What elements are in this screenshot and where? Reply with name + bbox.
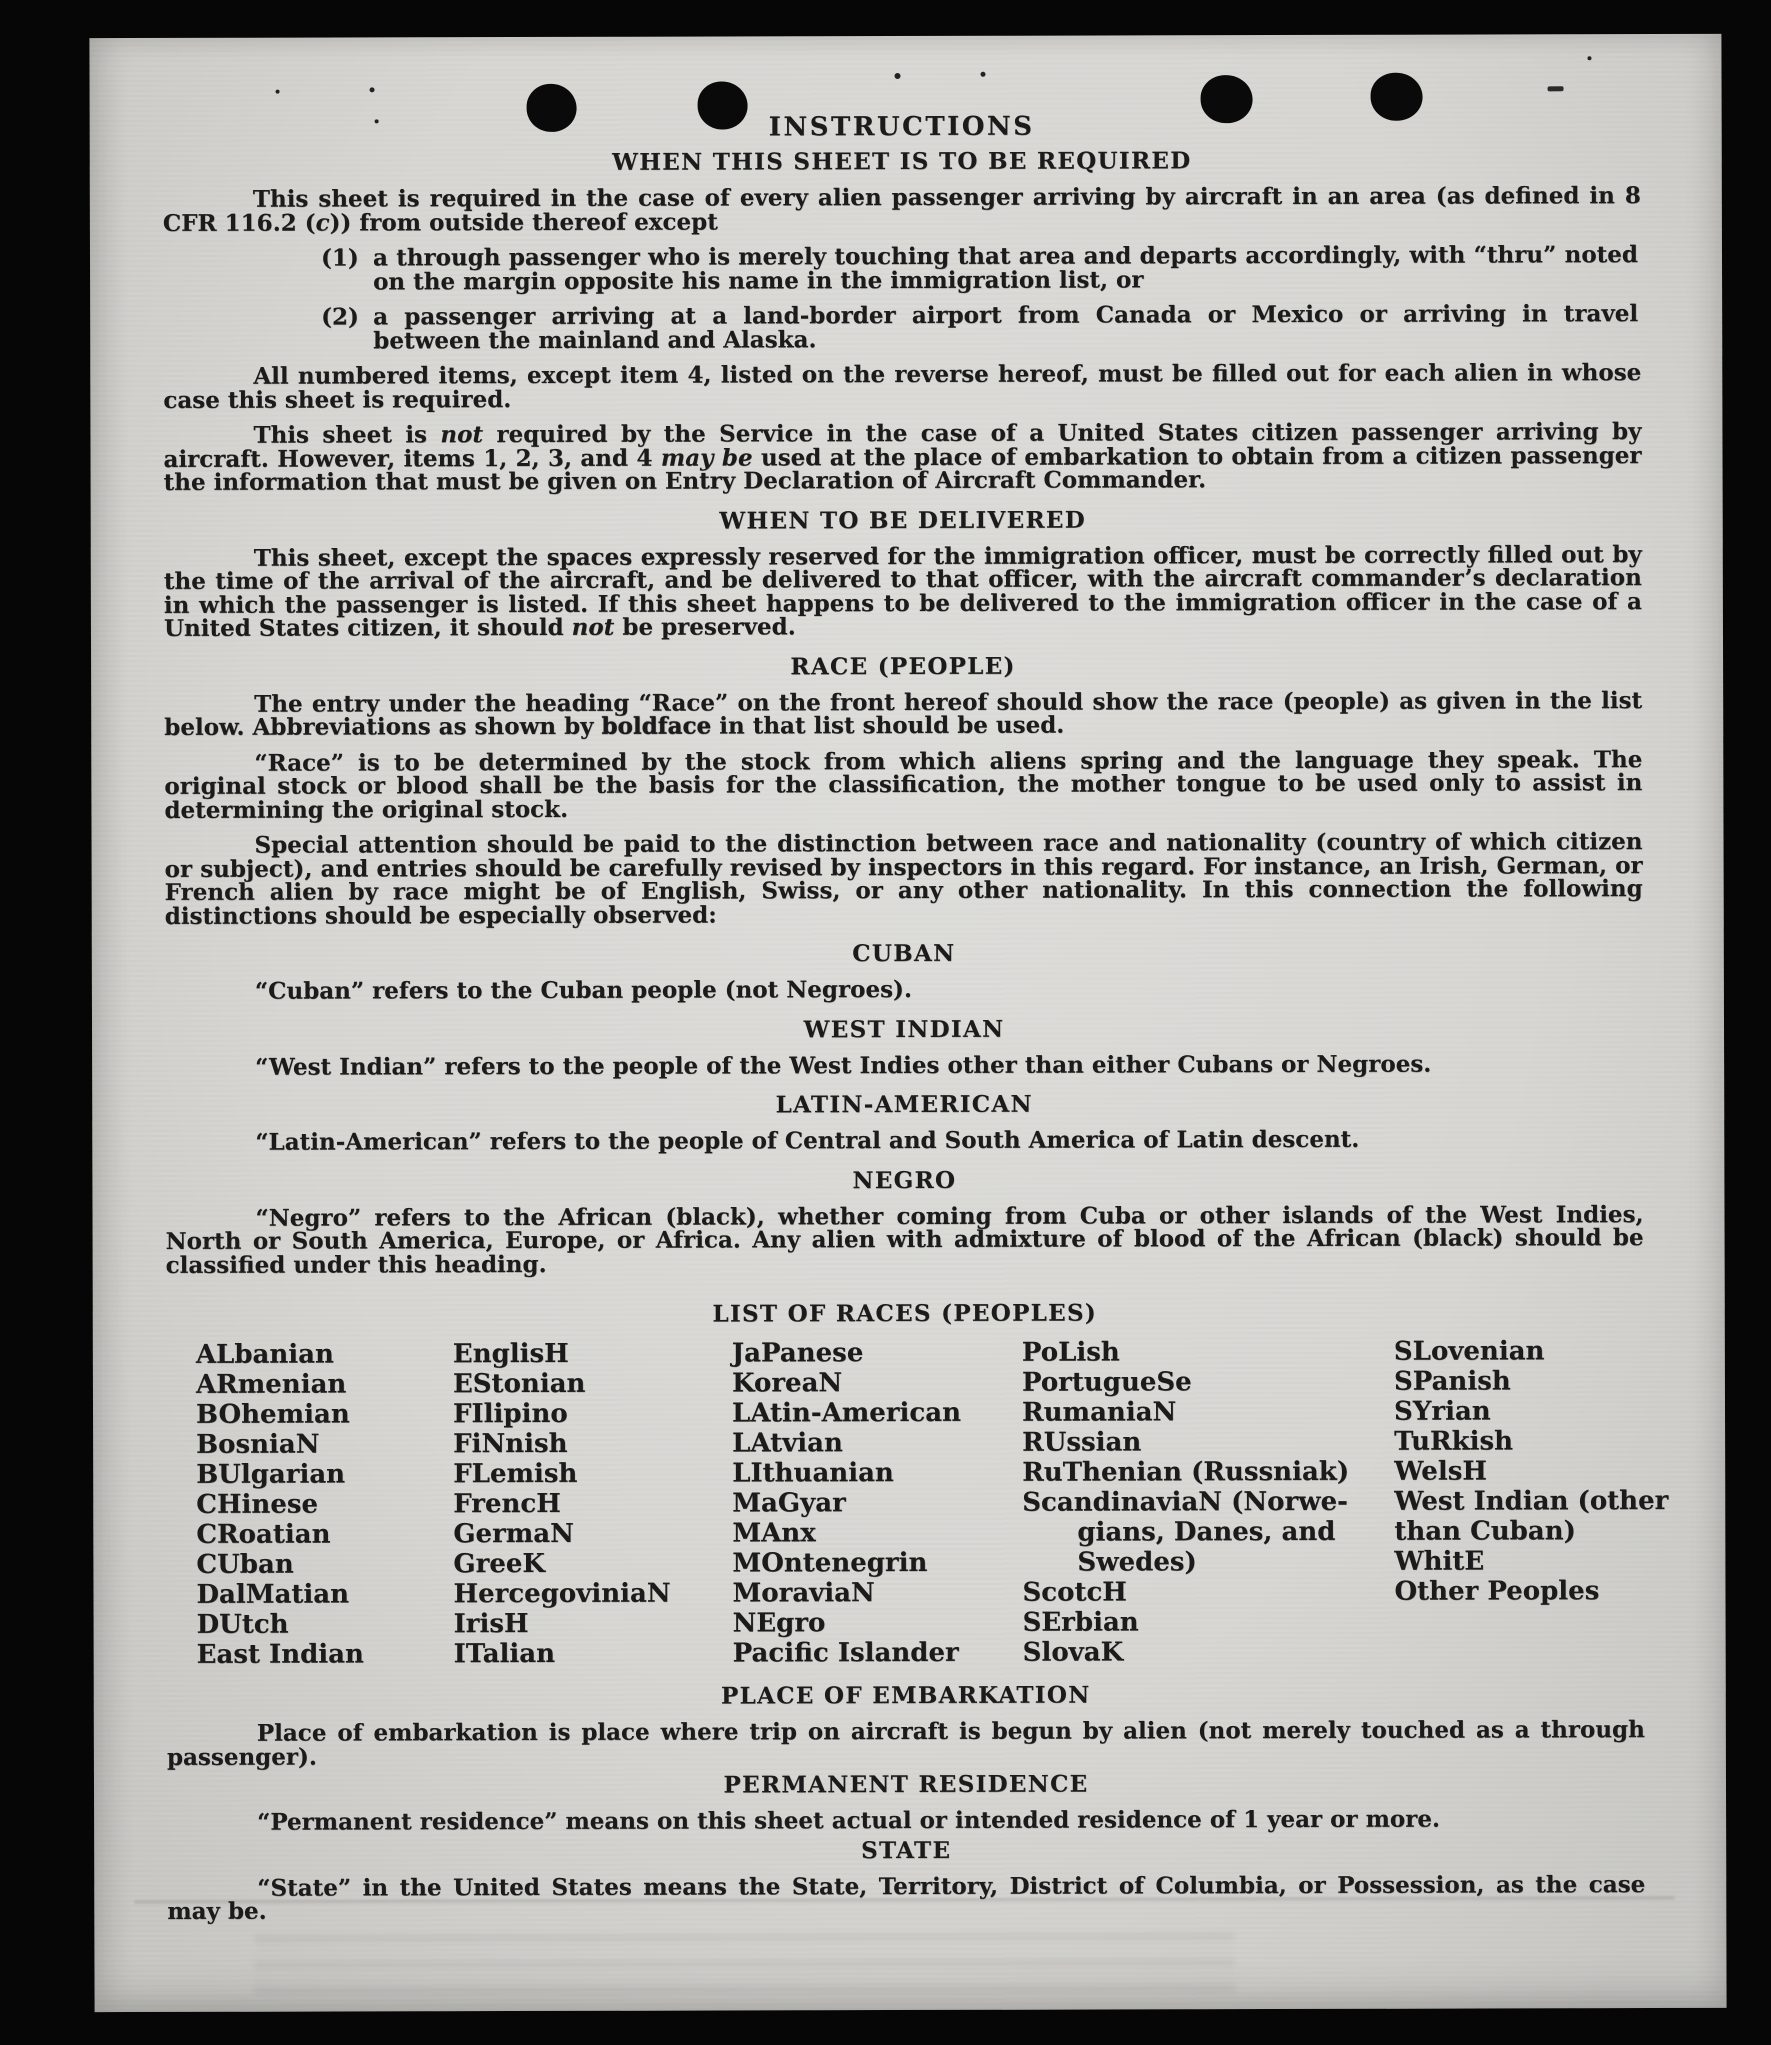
race-item: ALbanian <box>195 1339 334 1370</box>
race-item: KoreaN <box>731 1368 843 1399</box>
race-item: EStonian <box>452 1368 586 1400</box>
race-column <box>196 1339 364 1669</box>
list-item-1 <box>320 241 1639 295</box>
italic-segment: not <box>571 613 615 641</box>
race-item: DUtch <box>196 1609 289 1640</box>
paragraph-all-numbered: All numbered items, except item 4, listed on the reverse hereof, must be filled out for each alien in whose case this sheet is required. <box>163 359 1642 414</box>
race-item: MOntenegrin <box>732 1547 928 1579</box>
paragraph-required-intro <box>163 184 1641 235</box>
ink-smudge <box>1548 86 1564 91</box>
race-item: BosniaN <box>196 1429 320 1460</box>
race-item: SYrian <box>1393 1396 1491 1427</box>
paragraph-cuban: “Cuban” refers to the Cuban people (not Negroes). <box>254 975 912 1005</box>
list-item-2 <box>321 300 1639 354</box>
race-item: West Indian (other <box>1394 1486 1669 1517</box>
paragraph-state: “State” in the United States means the State, Territory, District of Columbia, or Possession, as the case may be. <box>167 1870 1646 1925</box>
race-column <box>732 1338 962 1669</box>
paragraph-race-stock: “Race” is to be determined by the stock from which aliens spring and the language they speak. The original stock or blood shall be the basis for the classification, the mother tongue to be used only to assist in determining the original stock. <box>164 745 1643 824</box>
race-item: ITalian <box>453 1638 556 1670</box>
race-item: SPanish <box>1393 1366 1511 1397</box>
ink-speck <box>895 73 901 79</box>
race-item: Swedes) <box>1077 1547 1197 1578</box>
text-segment: This sheet, except the spaces expressly reserved for the immigration officer, must be correctly filled out by the time of the arrival of the aircraft, and be delivered to that officer, with the aircraft commander’s declaration in which the passenger is listed. If this sheet happens to be delivered to the immigration officer in the case of a United States citizen, it should <box>163 540 1642 642</box>
race-item: LIthuanian <box>732 1458 894 1489</box>
italic-segment: may be <box>660 443 753 472</box>
italic-segment: not <box>440 421 484 449</box>
race-item: ScandinaviaN (Norwe- <box>1022 1486 1348 1518</box>
section-heading-west-indian: WEST INDIAN <box>803 1015 1005 1043</box>
race-item: FLemish <box>453 1458 578 1490</box>
race-item: MAnx <box>732 1518 816 1549</box>
section-heading-races-list: LIST OF RACES (PEOPLES) <box>712 1299 1098 1328</box>
paragraph-race-entry <box>164 686 1643 741</box>
text-segment: The entry under the heading “Race” on the front hereof should show the race (people) as given in the list below. Abbreviations as shown by <box>164 686 1643 741</box>
instructions-section <box>163 110 1644 1277</box>
races-list-section <box>166 1299 1669 1675</box>
ink-speck <box>370 87 375 92</box>
race-item: MoraviaN <box>732 1578 875 1609</box>
race-column <box>1022 1337 1350 1668</box>
race-item: WelsH <box>1394 1456 1487 1487</box>
section-heading-latin-american: LATIN-AMERICAN <box>775 1090 1033 1119</box>
definitions-section <box>167 1676 1646 1923</box>
page-title: INSTRUCTIONS <box>768 111 1035 143</box>
text-segment: be preserved. <box>614 613 796 641</box>
race-item: than Cuban) <box>1394 1516 1576 1547</box>
ink-speck <box>981 72 986 77</box>
boldface-segment: boldface <box>601 712 712 740</box>
item-text: a passenger arriving at a land-border airport from Canada or Mexico or arriving in travel between the mainland and Alaska. <box>373 300 1639 354</box>
race-item: PortugueSe <box>1021 1367 1192 1398</box>
paragraph-not-required <box>163 420 1641 494</box>
section-heading-race: RACE (PEOPLE) <box>790 652 1016 680</box>
race-item: JaPanese <box>731 1338 864 1369</box>
race-item: CHinese <box>196 1489 319 1520</box>
race-item: DalMatian <box>196 1579 350 1610</box>
section-heading-residence: PERMANENT RESIDENCE <box>723 1770 1089 1799</box>
race-item: ScotcH <box>1022 1577 1127 1608</box>
race-item: SlovaK <box>1022 1637 1124 1668</box>
section-heading-embarkation: PLACE OF EMBARKATION <box>720 1681 1091 1710</box>
race-item: FiNnish <box>453 1428 568 1460</box>
ink-speck <box>1587 56 1591 60</box>
race-item: SErbian <box>1022 1607 1139 1638</box>
bleed-through-ghost <box>254 1933 1234 1994</box>
race-item: PoLish <box>1021 1337 1120 1368</box>
race-item: HercegoviniaN <box>453 1578 671 1610</box>
race-item: EnglisH <box>452 1338 569 1370</box>
race-item: FrencH <box>453 1488 561 1520</box>
race-item: CRoatian <box>196 1519 331 1550</box>
paragraph-west-indian: “West Indian” refers to the people of the West Indies other than either Cubans or Negroes. <box>255 1050 1432 1081</box>
paragraph-negro: “Negro” refers to the African (black), whether coming from Cuba or other islands of the West Indies, North or South America, Europe, or Africa. Any alien with admixture of blood of the African (black) should be classified under this heading. <box>165 1200 1644 1279</box>
race-item: RUssian <box>1022 1427 1142 1458</box>
race-item: NEgro <box>732 1608 826 1639</box>
race-item: Other Peoples <box>1394 1576 1600 1607</box>
section-heading-delivered: WHEN TO BE DELIVERED <box>719 506 1087 534</box>
race-item: RuThenian (Russniak) <box>1022 1456 1350 1488</box>
race-item: CUban <box>196 1549 294 1580</box>
race-item: East Indian <box>196 1639 364 1670</box>
text-segment: This sheet is required in the case of every alien passenger arriving by aircraft in an area (as defined in 8 CFR 116.2 ( <box>162 182 1641 237</box>
race-item: SLovenian <box>1393 1336 1545 1367</box>
race-column <box>1394 1336 1669 1607</box>
section-heading-negro: NEGRO <box>852 1166 957 1194</box>
paragraph-latin-american: “Latin-American” refers to the people of Central and South America of Latin descent. <box>255 1125 1360 1156</box>
document-page <box>89 34 1726 2012</box>
race-item: IrisH <box>453 1608 529 1640</box>
text-segment: in that list should be used. <box>711 711 1065 740</box>
race-item: LAtin-American <box>731 1397 962 1429</box>
item-number: (1) <box>320 244 359 272</box>
race-item: GreeK <box>453 1548 546 1580</box>
race-item: BUlgarian <box>196 1459 346 1490</box>
text-segment: required by the Service in the case of a United States citizen passenger arriving by aircraft. However, items 1, 2, 3, and 4 <box>163 418 1642 473</box>
races-list <box>166 1336 1669 1675</box>
text-segment: used at the place of embarkation to obtain from a citizen passenger the information that must be given on Entry Declaration of Aircraft Commander. <box>163 441 1642 496</box>
race-item: ARmenian <box>195 1369 347 1400</box>
section-heading-cuban: CUBAN <box>852 939 956 968</box>
paragraph-race-nationality: Special attention should be paid to the distinction between race and nationality (country of which citizen or subject), and entries should be carefully revised by inspectors in this regard. For instance, an Irish, German, or French alien by race might be of English, Swiss, or any other nationality. In this connection the following distinctions should be especially observed: <box>164 828 1643 930</box>
race-item: MaGyar <box>732 1488 846 1519</box>
section-heading-required: WHEN THIS SHEET IS TO BE REQUIRED <box>612 147 1192 176</box>
race-item: LAtvian <box>732 1428 843 1459</box>
race-column <box>453 1339 671 1670</box>
race-item: TuRkish <box>1394 1426 1514 1457</box>
italic-segment: c <box>315 209 330 237</box>
section-heading-state: STATE <box>861 1836 952 1864</box>
item-text: a through passenger who is merely touching that area and departs accordingly, with “thru” noted on the margin opposite his name in the immigration list, or <box>372 241 1639 295</box>
paragraph-residence: “Permanent residence” means on this sheet actual or intended residence of 1 year or more. <box>257 1805 1441 1836</box>
race-item: gians, Danes, and <box>1077 1516 1336 1548</box>
race-item: FIlipino <box>452 1398 568 1430</box>
paragraph-delivered <box>163 540 1642 642</box>
race-item: WhitE <box>1394 1546 1485 1577</box>
race-item: Pacific Islander <box>732 1637 959 1669</box>
race-item: RumaniaN <box>1021 1397 1177 1428</box>
text-segment: This sheet is <box>253 421 441 449</box>
race-item: GermaN <box>453 1518 574 1550</box>
text-segment: )) from outside thereof except <box>329 207 718 237</box>
race-item: BOhemian <box>195 1399 350 1430</box>
ink-speck <box>276 90 280 94</box>
item-number: (2) <box>321 303 359 331</box>
paragraph-embarkation: Place of embarkation is place where trip on aircraft is begun by alien (not merely touched as a through passenger). <box>166 1716 1645 1771</box>
